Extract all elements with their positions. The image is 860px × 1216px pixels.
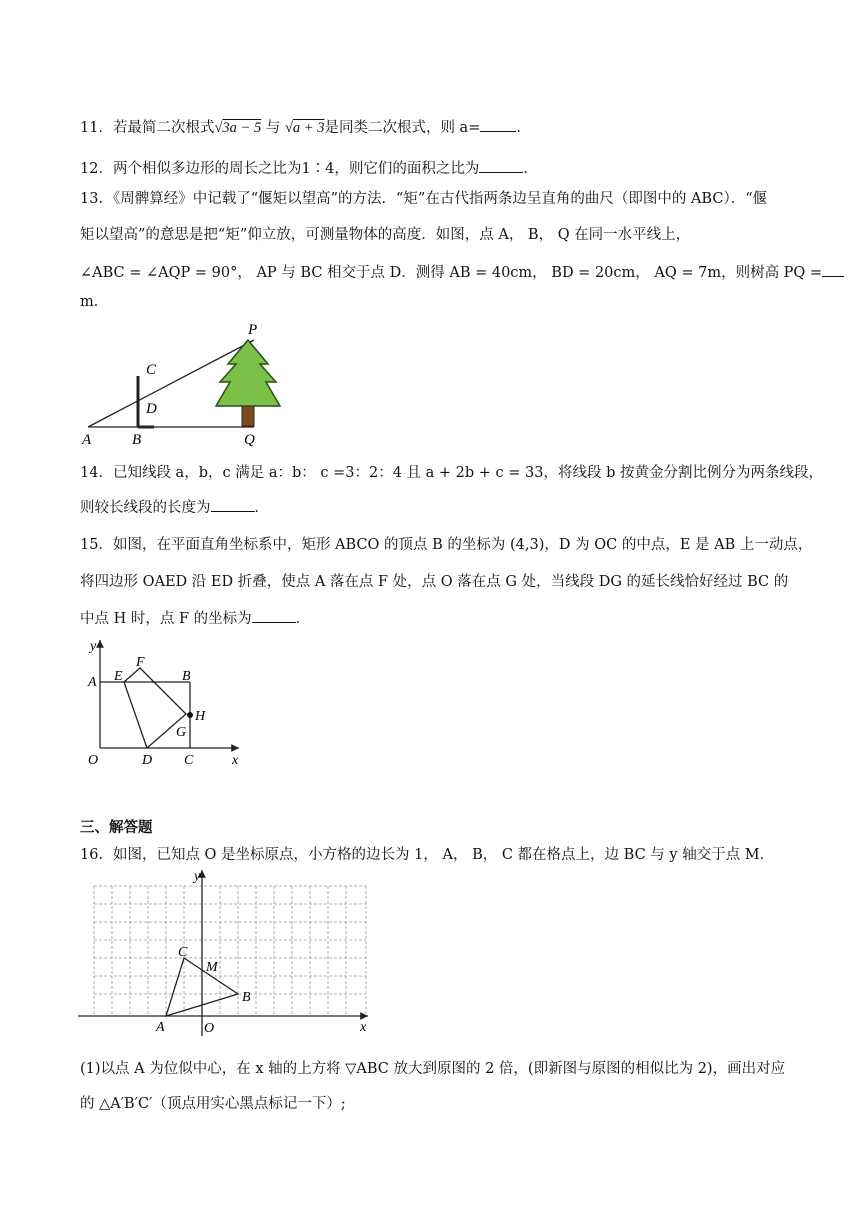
figure-13 [78,318,298,448]
svg-text:A: A [156,1020,165,1035]
q12-text: 12．两个相似多边形的周长之比为1∶4，则它们的面积之比为 [80,161,480,177]
svg-text:x: x [360,1020,367,1035]
question-11: 11．若最简二次根式√3a − 5 与 √a + 3是同类二次根式，则 a= ． [80,117,531,138]
label-C: C [146,362,157,378]
svg-text:G: G [176,725,187,740]
answer-blank [479,158,523,173]
label-B: B [132,432,142,448]
answer-blank [252,608,296,623]
svg-text:E: E [114,669,123,684]
q11-mid: 与 [265,120,281,136]
q11-radical-2: a + 3 [292,120,325,136]
label-P: P [248,322,258,338]
section-heading: 三、解答题 [80,819,153,836]
svg-text:H: H [195,709,206,724]
svg-text:D: D [142,753,153,768]
question-12: 12．两个相似多边形的周长之比为1∶4，则它们的面积之比为 ． [80,158,538,179]
question-15-line-2: 将四边形 OAED 沿 ED 折叠，使点 A 落在点 F 处，点 O 落在点 G 处，当线段 DG 的延长线恰好经过 BC 的 [80,574,789,590]
svg-text:y: y [90,639,97,654]
svg-text:x: x [232,753,239,768]
question-16-part-1-cont: 的 △A′B′C′（顶点用实心黑点标记一下）; [80,1096,346,1112]
figure-15 [84,632,254,772]
question-13-line-2: 矩以望高”的意思是把“矩”仰立放，可测量物体的高度．如图，点 A， B， Q 在同一水平线上， [80,227,691,243]
label-A: A [82,432,92,448]
question-15-line-3: 中点 H 时，点 F 的坐标为 ． [80,608,310,629]
answer-blank [480,117,516,132]
svg-text:B: B [182,669,191,684]
question-16-line-1: 16．如图，已知点 O 是坐标原点，小方格的边长为 1， A， B， C 都在格点上，边 BC 与 y 轴交于点 M． [80,847,775,863]
question-16-part-1: (1)以点 A 为位似中心，在 x 轴的上方将 ▽ABC 放大到原图的 2 倍，(即新图与原图的相似比为 2)，画出对应 [80,1061,786,1077]
answer-blank [822,262,844,277]
q11-lead: 11．若最简二次根式 [80,120,215,136]
answer-blank [211,497,255,512]
svg-text:B: B [242,990,251,1005]
svg-text:O: O [88,753,99,768]
svg-text:M: M [206,960,218,975]
svg-text:A: A [88,675,97,690]
q11-radical-1: 3a − 5 [222,120,262,136]
question-15-line-1: 15．如图，在平面直角坐标系中，矩形 ABCO 的顶点 B 的坐标为 (4,3)，D 为 OC 的中点，E 是 AB 上一动点， [80,537,813,553]
svg-text:O: O [204,1021,215,1036]
question-14-line-2: 则较长线段的长度为 ． [80,497,269,518]
figure-16 [76,864,376,1046]
label-Q: Q [244,432,255,448]
question-13-line-4: m． [80,294,109,310]
svg-text:C: C [178,945,188,960]
question-13-line-3: ∠ABC = ∠AQP = 90°， AP 与 BC 相交于点 D．测得 AB = 40cm， BD = 20cm， AQ = 7m，则树高 PQ = [80,262,844,283]
q11-tail: 是同类二次根式，则 a= [324,120,481,136]
svg-text:F: F [136,655,145,670]
label-D: D [146,401,157,417]
question-14-line-1: 14．已知线段 a，b，c 满足 a：b： c =3：2：4 且 a + 2b + c = 33，将线段 b 按黄金分割比例分为两条线段， [80,465,823,481]
question-13-line-1: 13．《周髀算经》中记载了“偃矩以望高”的方法．“矩”在古代指两条边呈直角的曲尺（即图中的 ABC）．“偃 [80,191,768,207]
tree-illustration [216,340,280,426]
svg-text:y: y [194,869,201,884]
svg-text:C: C [184,753,194,768]
